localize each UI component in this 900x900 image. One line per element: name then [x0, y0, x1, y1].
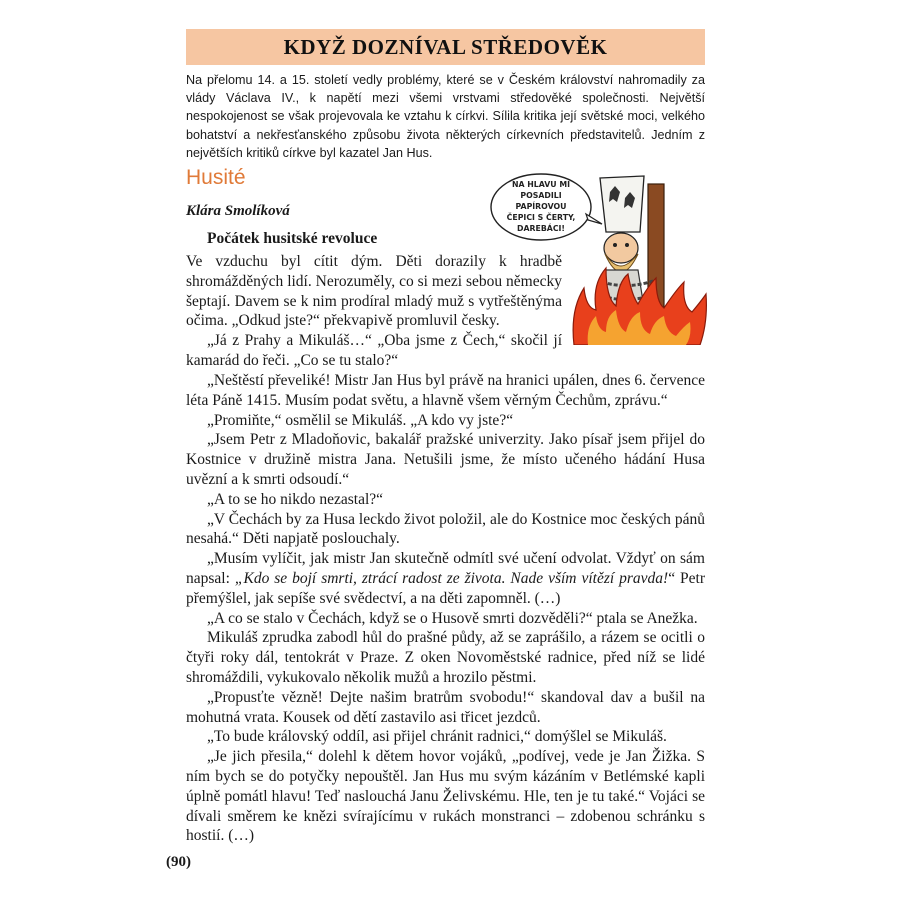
bubble-line: PAPÍROVOU — [515, 202, 567, 211]
author-name: Klára Smolíková — [186, 203, 290, 219]
bubble-line: DAREBÁCI! — [517, 224, 565, 233]
story-paragraph: „Je jich přesila,“ dolehl k dětem hovor vojáků, „podívej, vede je Jan Žižka. S ním bych se do potyčky nepouštěl. Jan Hus mu svým kázáním v Betlémské kapli úplně pomátl hlavu! Teď naslouchá Janu Želivskému. Hle, ten je tu také.“ Vojáci se dívali směrem ke knězi svírajícímu v rukách monstranci – zdobenou schránku s hostií. (…) — [186, 748, 705, 845]
story-paragraph: „To bude královský oddíl, asi přijel chránit radnici,“ domýšlel se Mikuláš. — [207, 728, 667, 746]
intro-paragraph: Na přelomu 14. a 15. století vedly problémy, které se v Českém království nahromadily za vlády Václava IV., k napětí mezi všemi vrstvami středověké společnosti. Největší nespokojenost se však projevovala ke vztahu k církvi. Sílila kritika její světské moci, velkého bohatství a nekřesťanského způsobu života některých církevních představitelů. Jedním z největších kritiků církve byl kazatel Jan Hus. — [186, 73, 705, 160]
bubble-line: NA HLAVU MI — [511, 180, 571, 189]
bubble-line: ČEPICI S ČERTY, — [506, 213, 576, 222]
story-paragraph: „Jsem Petr z Mladoňovic, bakalář pražské univerzity. Jako písař jsem přijel do Kostnice v družině mistra Jana. Netušili jsme, že místo učeného hádání Husa uvězní a k smrti odsoudí.“ — [186, 431, 705, 488]
story-subheading: Počátek husitské revoluce — [207, 230, 378, 247]
story-paragraph: „Neštěstí převeliké! Mistr Jan Hus byl právě na hranici upálen, dnes 6. července léta Páně 1415. Musím podat světu, a hlavně všem věrným Čechům, zprávu.“ — [186, 372, 705, 409]
bubble-line: POSADILI — [520, 191, 562, 200]
quote-paragraph — [186, 549, 705, 608]
chapter-title-bar — [186, 29, 705, 65]
story-paragraph: Ve vzduchu byl cítit dým. Děti dorazily k hradbě shromážděných lidí. Nerozuměly, co si mezi sebou německy šeptají. Davem se k nim prodíral mladý muž s vytřeštěnýma očima. „Odkud jste?“ překvapivě promluvil česky. — [186, 253, 562, 330]
hus-quote: „Kdo se bojí smrti, ztrácí radost ze života. Nade vším vítězí pravda! — [234, 569, 669, 587]
story-paragraph: „V Čechách by za Husa leckdo život položil, ale do Kostnice moc českých pánů nesahá.“ Děti napjatě poslouchaly. — [186, 510, 705, 548]
speech-bubble — [491, 174, 602, 240]
story-paragraph: „A to se ho nikdo nezastal?“ — [207, 490, 384, 508]
story-paragraph: Mikuláš zprudka zabodl hůl do prašné půdy, až se zaprášilo, a rázem se ocitli o čtyři roky dál, tentokrát v Praze. Z oken Novoměstské radnice, před níž se lidé shromáždili, vykukovalo několik mužů a hrozilo pěstmi. — [186, 629, 705, 686]
quote-lead: „Musím vylíčit, jak mistr Jan skutečně odmítl své učení odvolat. Vždyť on sám napsal: — [186, 550, 705, 587]
hus-face — [604, 233, 638, 263]
chapter-title: KDYŽ DOZNÍVAL STŘEDOVĚK — [283, 34, 608, 59]
story-paragraph: „Já z Prahy a Mikuláš…“ „Oba jsme z Čech,“ skočil jí kamarád do řeči. „Co se tu stalo?“ — [186, 332, 562, 369]
jan-hus-at-stake-illustration — [488, 170, 708, 345]
story-paragraph: „Propusťte vězně! Dejte našim bratrům svobodu!“ skandoval dav a bušil na mohutná vrata. Kousek od dětí zastavilo asi třicet jezdců. — [186, 688, 705, 726]
story-text-wide — [186, 371, 705, 846]
section-heading: Husité — [186, 166, 246, 189]
quote-tail: “ Petr přemýšlel, jak sepíše své svědectví, a na děti zapomněl. (…) — [186, 569, 705, 607]
paper-cap — [600, 176, 644, 232]
page-number: (90) — [166, 854, 191, 870]
story-paragraph: „A co se stalo v Čechách, když se o Husově smrti dozvěděli?“ ptala se Anežka. — [207, 609, 698, 627]
story-paragraph: „Promiňte,“ osmělil se Mikuláš. „A kdo vy jste?“ — [207, 411, 514, 429]
